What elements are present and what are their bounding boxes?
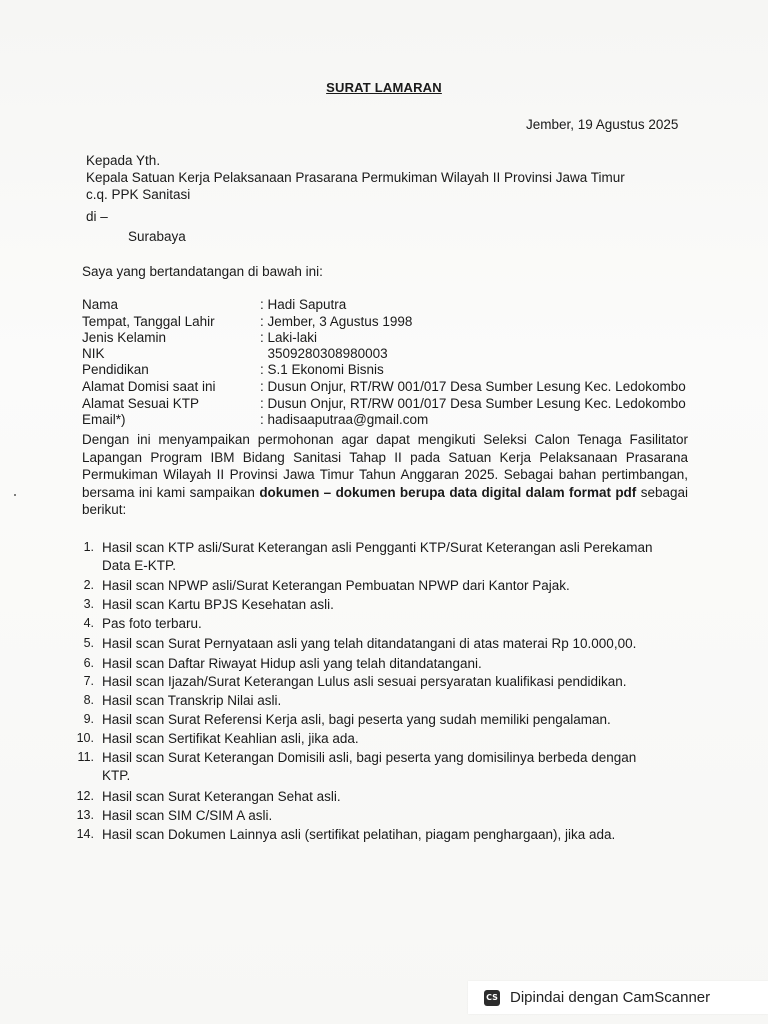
list-item-number: 9. [83,712,94,726]
camscanner-label: Dipindai dengan CamScanner [510,989,711,1006]
body-end-text: sebagai berikut: [82,484,688,517]
body-paragraph [82,431,688,519]
field-value-domisili: : Dusun Onjur, RT/RW 001/017 Desa Sumber Lesung Kec. Ledokombo [260,379,686,394]
field-value-nik: 3509280308980003 [260,346,388,361]
list-item-text: Hasil scan SIM C/SIM A asli. [102,808,273,823]
letter-date: Jember, 19 Agustus 2025 [526,117,679,132]
list-item-number: 1. [83,540,94,554]
recipient-name: Kepala Satuan Kerja Pelaksanaan Prasarana Permukiman Wilayah II Provinsi Jawa Timur [86,170,625,185]
camscanner-watermark [468,981,768,1014]
field-value-pendidikan: : S.1 Ekonomi Bisnis [260,362,384,377]
recipient-city: Surabaya [128,229,186,244]
list-item-number: 10. [76,731,94,745]
body-bold-text: dokumen – dokumen berupa data digital dalam format pdf [259,484,637,500]
field-value-nama: : Hadi Saputra [260,297,347,312]
field-value-ttl: : Jember, 3 Agustus 1998 [260,314,413,329]
list-item-text: Hasil scan Dokumen Lainnya asli (sertifikat pelatihan, piagam penghargaan), jika ada. [102,827,616,842]
scan-speck [14,494,16,496]
list-item-text: Hasil scan Surat Pernyataan asli yang telah ditandatangani di atas materai Rp 10.000,00. [102,636,637,651]
list-item-text: Pas foto terbaru. [102,616,202,631]
field-label-domisili: Alamat Domisi saat ini [82,379,216,394]
field-label-pendidikan: Pendidikan [82,362,149,377]
list-item-text: Hasil scan Ijazah/Surat Keterangan Lulus asli sesuai persyaratan kualifikasi pendidikan. [102,674,627,689]
recipient-di: di – [86,209,108,224]
intro-text: Saya yang bertandatangan di bawah ini: [82,264,323,279]
list-item-text: Hasil scan Surat Keterangan Sehat asli. [102,789,341,804]
recipient-salutation: Kepada Yth. [86,153,161,168]
field-label-ttl: Tempat, Tanggal Lahir [82,314,215,329]
field-label-nama: Nama [82,297,119,312]
body-text: Dengan ini menyampaikan permohonan agar dapat mengikuti Seleksi Calon Tenaga Fasilitator Lapangan Program IBM Bidang Sanitasi Tahap II pada Satuan Kerja Pelaksanaan Prasarana Permukiman Wilayah II Provinsi Jawa Timur Tahun Anggaran 2025. Sebagai bahan pertimbangan, bersama ini kami sampaikan [82,432,688,500]
field-label-ktp-address: Alamat Sesuai KTP [82,396,200,411]
list-item-text: Hasil scan Sertifikat Keahlian asli, jika ada. [102,731,359,746]
field-label-gender: Jenis Kelamin [82,330,167,345]
list-item-number: 11. [77,750,94,764]
list-item-text: Hasil scan Surat Referensi Kerja asli, bagi peserta yang sudah memiliki pengalaman. [102,712,611,727]
list-item-text: Hasil scan NPWP asli/Surat Keterangan Pembuatan NPWP dari Kantor Pajak. [102,578,570,593]
list-item-number: 4. [83,616,94,630]
list-item-number: 12. [76,789,94,803]
field-label-email: Email*) [82,412,126,427]
camscanner-logo-icon: CS [484,990,500,1006]
list-item-text: Hasil scan Transkrip Nilai asli. [102,693,282,708]
list-item-text: Hasil scan Surat Keterangan Domisili asli, bagi peserta yang domisilinya berbeda dengan KTP. [102,750,637,783]
field-label-nik: NIK [82,346,105,361]
list-item-text: Hasil scan Kartu BPJS Kesehatan asli. [102,597,334,612]
field-value-ktp-address: : Dusun Onjur, RT/RW 001/017 Desa Sumber Lesung Kec. Ledokombo [260,396,686,411]
list-item-text: Hasil scan Daftar Riwayat Hidup asli yang telah ditandatangani. [102,656,482,671]
list-item-number: 6. [83,656,94,670]
list-item-text: Hasil scan KTP asli/Surat Keterangan asli Pengganti KTP/Surat Keterangan asli Perekaman Data E-KTP. [102,540,653,573]
field-value-email: : hadisaaputraa@gmail.com [260,412,429,427]
list-item-number: 13. [76,808,94,822]
list-item-number: 7. [83,674,94,688]
letter-title: SURAT LAMARAN [326,80,442,95]
list-item-number: 8. [83,693,94,707]
field-value-gender: : Laki-laki [260,330,318,345]
recipient-attention: c.q. PPK Sanitasi [86,187,191,202]
list-item-number: 2. [83,578,94,592]
list-item-number: 14. [76,827,94,841]
list-item-number: 5. [83,636,94,650]
list-item-number: 3. [83,597,94,611]
